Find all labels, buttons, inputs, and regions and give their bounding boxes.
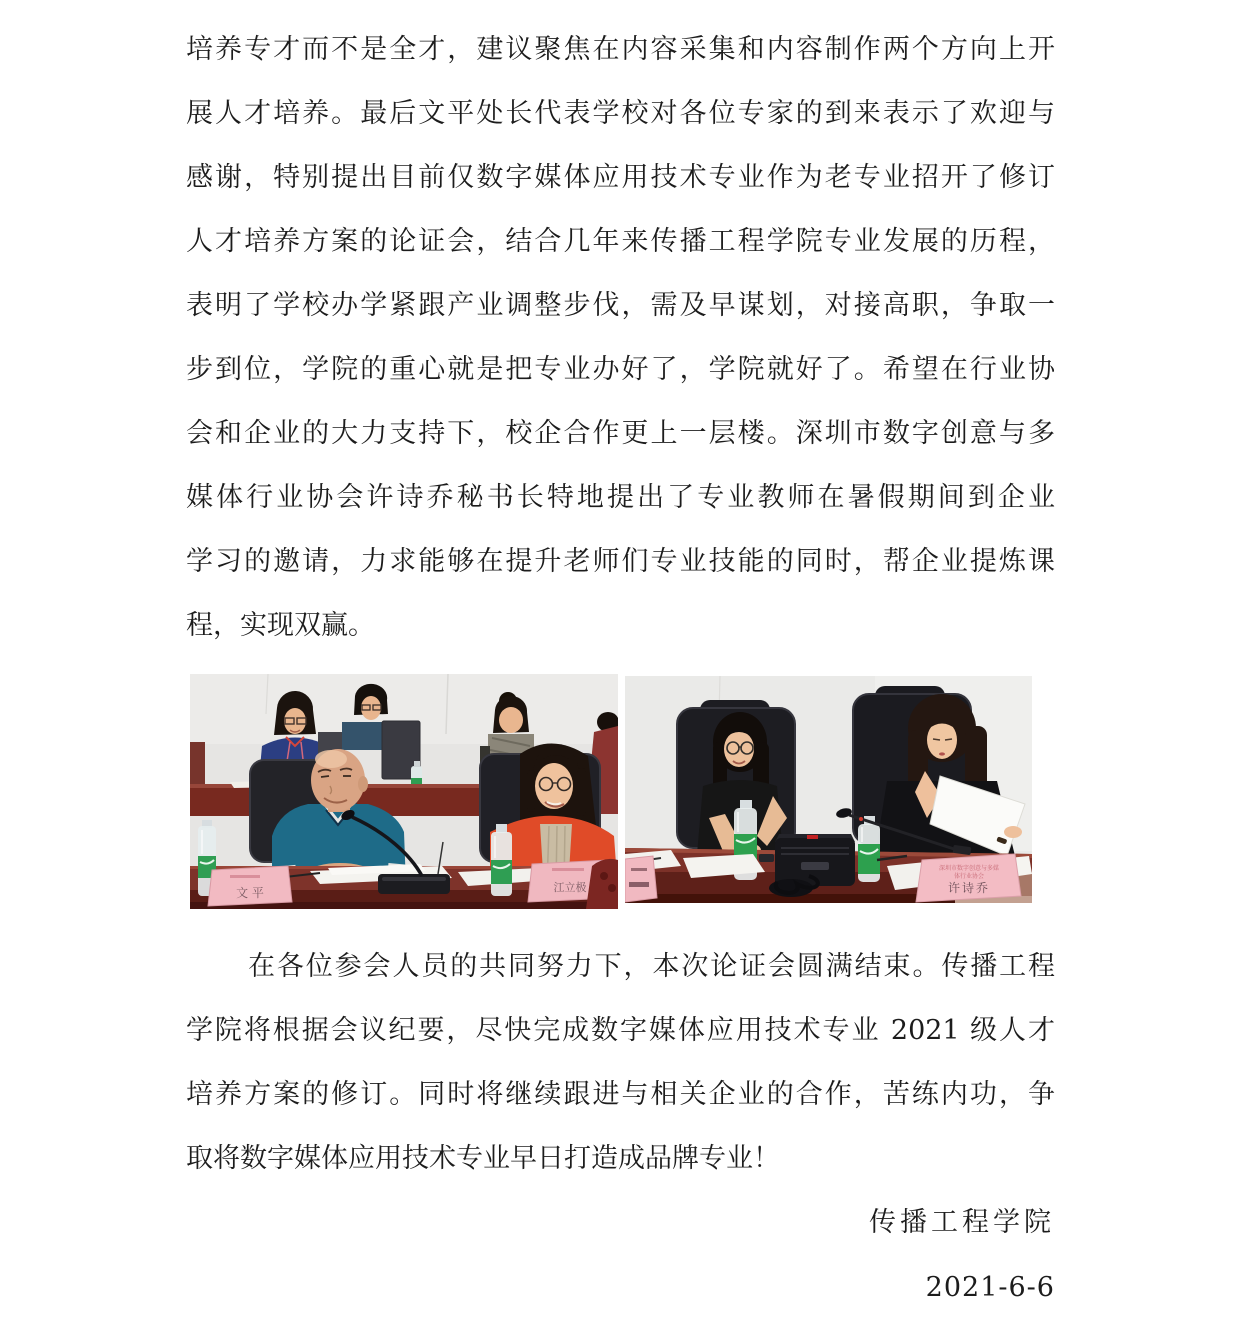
body-line: 培养方案的修订。同时将继续跟进与相关企业的合作，苦练内功，争 [186, 1079, 1055, 1110]
body-line: 学院将根据会议纪要，尽快完成数字媒体应用技术专业 2021 级人才 [186, 1015, 1055, 1046]
name-card-text: 许诗乔 [947, 881, 991, 895]
photo-row [190, 674, 1055, 909]
body-line: 展人才培养。最后文平处长代表学校对各位专家的到来表示了欢迎与 [186, 98, 1055, 129]
body-line: 程，实现双赢。 [186, 610, 375, 641]
body-line: 感谢，特别提出目前仅数字媒体应用技术专业作为老专业招开了修订 [186, 162, 1055, 193]
name-card-partial [625, 856, 657, 902]
photo-left-meeting [190, 674, 618, 909]
body-line: 学习的邀请，力求能够在提升老师们专业技能的同时，帮企业提炼课 [186, 546, 1055, 577]
body-line: 培养专才而不是全才，建议聚焦在内容采集和内容制作两个方向上开 [186, 34, 1055, 65]
water-bottle [858, 816, 880, 882]
name-card-wenping [208, 866, 292, 906]
photo-right-meeting [625, 676, 1032, 903]
name-card-header: 深圳市数字创意与多媒 [938, 865, 1000, 872]
name-card-text: 江立极 [553, 881, 587, 894]
body-line: 步到位，学院的重心就是把专业办好了，学院就好了。希望在行业协 [186, 354, 1055, 385]
name-card-header: 体行业协会 [953, 873, 985, 880]
signature-line: 传播工程学院 [869, 1207, 1055, 1238]
body-line: 会和企业的大力支持下，校企合作更上一层楼。深圳市数字创意与多 [186, 418, 1055, 449]
name-card-xushiqiao [916, 854, 1021, 902]
paragraph-bottom [186, 935, 1055, 1191]
water-bottle [491, 824, 512, 896]
body-line: 取将数字媒体应用技术专业早日打造成品牌专业！ [186, 1143, 780, 1174]
phone [759, 854, 774, 862]
mic-light [859, 817, 863, 821]
red-button [807, 835, 818, 839]
body-line: 在各位参会人员的共同努力下，本次论证会圆满结束。传播工程 [248, 951, 1055, 982]
document-body [186, 18, 1055, 1320]
body-line: 人才培养方案的论证会，结合几年来传播工程学院专业发展的历程， [186, 226, 1055, 257]
body-line: 表明了学校办学紧跟产业调整步伐，需及早谋划，对接高职，争取一 [186, 290, 1055, 321]
body-line: 媒体行业协会许诗乔秘书长特地提出了专业教师在暑假期间到企业 [186, 482, 1055, 513]
paragraph-top [186, 18, 1055, 658]
name-card-text: 文 平 [236, 886, 264, 900]
date-line: 2021-6-6 [925, 1272, 1055, 1303]
